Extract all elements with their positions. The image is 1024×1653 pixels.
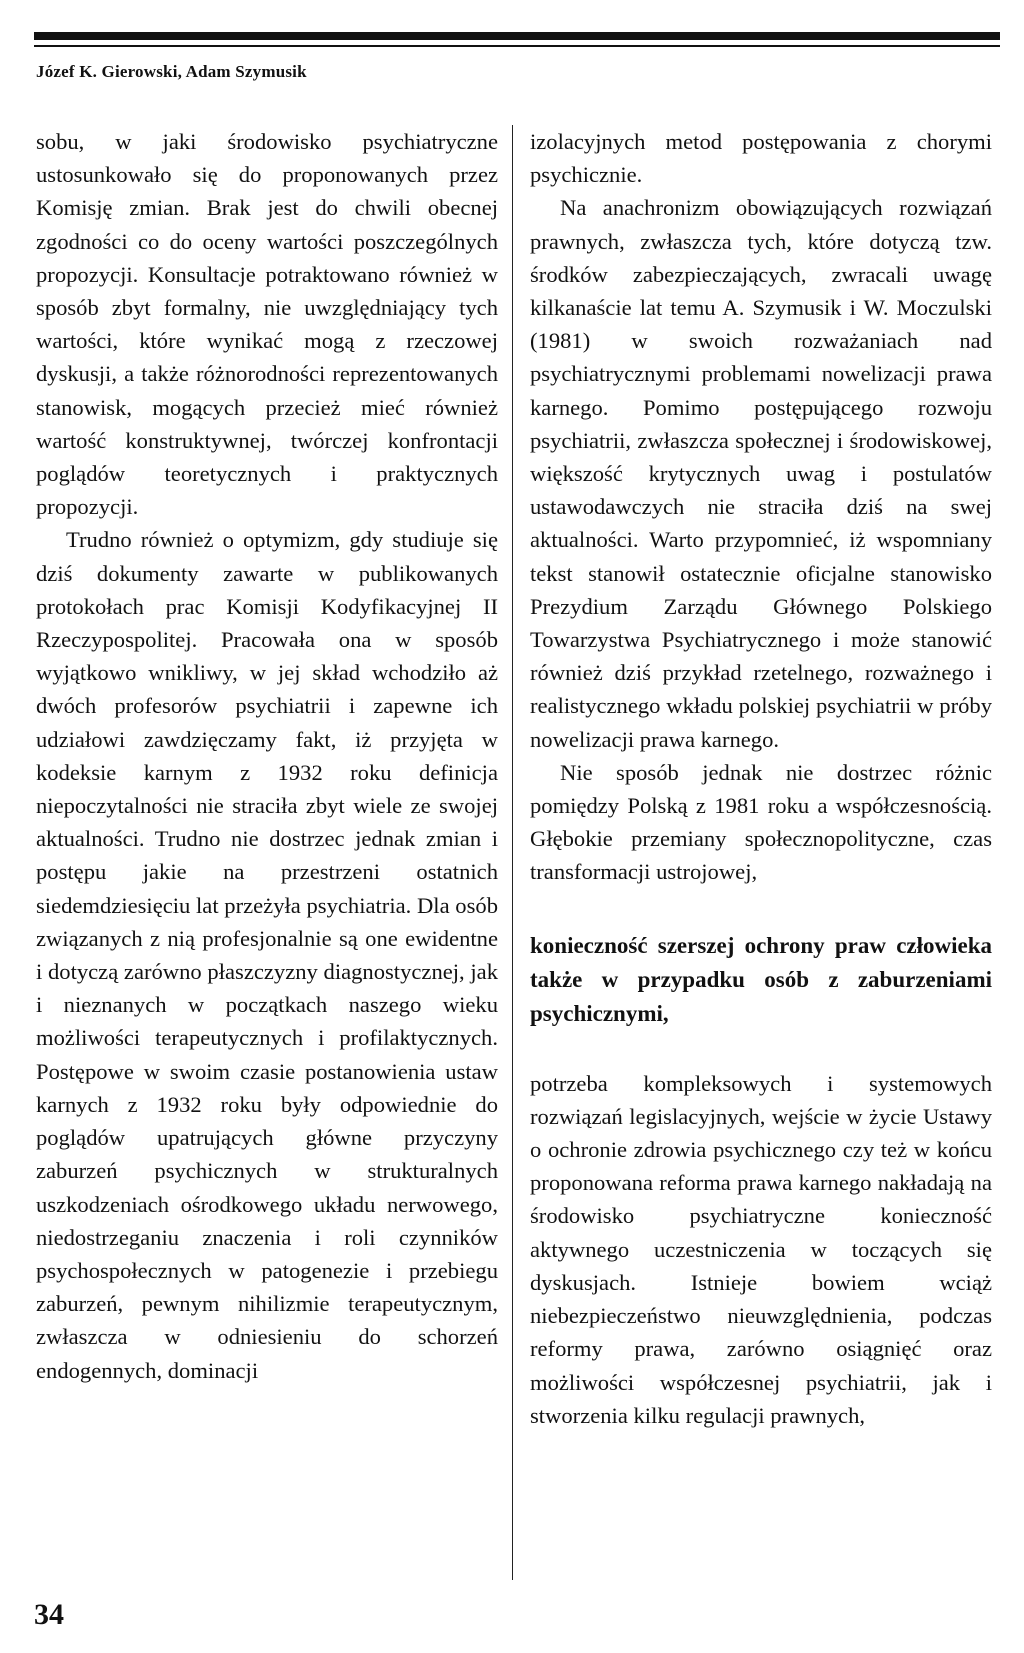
page-number: 34 bbox=[34, 1598, 64, 1631]
left-paragraph-1: sobu, w jaki środowisko psychiatryczne ustosunkowało się do proponowanych przez Komisję zmian. Brak jest do chwili obecnej zgodności co do oceny wartości poszczególnych propozycji. Konsultacje potraktowano również w sposób zbyt formalny, nie uwzględniający tych wartości, które wynikać mogą z rzeczowej dyskusji, a także różnorodności reprezentowanych stanowisk, mogących przecież mieć również wartość konstruktywnej, twórczej konfrontacji poglądów teoretycznych i praktycznych propozycji. bbox=[36, 129, 498, 520]
highlighted-statement: konieczność szerszej ochrony praw człowieka także w przypadku osób z zaburzeniami psychicznymi, bbox=[530, 932, 992, 1026]
left-paragraph-2: Trudno również o optymizm, gdy studiuje się dziś dokumenty zawarte w publikowanych protokołach prac Komisji Kodyfikacyjnej II Rzeczypospolitej. Pracowała ona w sposób wyjątkowo wnikliwy, w jej skład wchodziło aż dwóch profesorów psychiatrii i zapewne ich udziałowi zawdzięczamy fakt, iż przyjęta w kodeksie karnym z 1932 roku definicja niepoczytalności nie straciła zbyt wiele ze swojej aktualności. Trudno nie dostrzec jednak zmian i postępu jakie na przestrzeni ostatnich siedemdziesięciu lat przeżyła psychiatria. Dla osób związanych z nią profesjonalnie są one ewidentne i dotyczą zarówno płaszczyzny diagnostycznej, jak i nieznanych w początkach naszego wieku możliwości terapeutycznych i profilaktycznych. Postępowe w swoim czasie postanowienia ustaw karnych z 1932 roku były odpowiednie do poglądów upatrujących główne przyczyny zaburzeń psychicznych w strukturalnych uszkodzeniach ośrodkowego układu nerwowego, niedostrzeganiu znaczenia i roli czynników psychospołecznych w patogenezie i przebiegu zaburzeń, pewnym nihilizmie terapeutycznym, zwłaszcza w odniesieniu do schorzeń endogennych, dominacji bbox=[36, 527, 498, 1383]
right-paragraph-1: izolacyjnych metod postępowania z chorymi psychicznie. bbox=[530, 129, 992, 188]
running-header-authors: Józef K. Gierowski, Adam Szymusik bbox=[36, 62, 307, 81]
column-divider bbox=[512, 125, 513, 1580]
header-rule-thick bbox=[34, 32, 1000, 40]
right-column bbox=[530, 125, 992, 1432]
header-rule-thin bbox=[34, 45, 1000, 47]
right-paragraph-3: Nie sposób jednak nie dostrzec różnic pomiędzy Polską z 1981 roku a współczesnością. Głębokie przemiany społecznopolityczne, czas transformacji ustrojowej, bbox=[530, 759, 992, 885]
right-paragraph-2: Na anachronizm obowiązujących rozwiązań prawnych, zwłaszcza tych, które dotyczą tzw. środków zabezpieczających, zwracali uwagę kilkanaście lat temu A. Szymusik i W. Moczulski (1981) w swoich rozważaniach nad psychiatrycznymi problemami nowelizacji prawa karnego. Pomimo postępującego rozwoju psychiatrii, zwłaszcza społecznej i środowiskowej, większość krytycznych uwag i postulatów ustawodawczych nie straciła dziś na swej aktualności. Warto przypomnieć, iż wspomniany tekst stanowił ostatecznie oficjalne stanowisko Prezydium Zarządu Głównego Polskiego Towarzystwa Psychiatrycznego i może stanowić również dziś przykład rzetelnego, rozważnego i realistycznego wkładu polskiej psychiatrii w próby nowelizacji prawa karnego. bbox=[530, 195, 992, 752]
left-column bbox=[36, 125, 498, 1387]
right-paragraph-closing: potrzeba kompleksowych i systemowych rozwiązań legislacyjnych, wejście w życie Ustawy o ochronie zdrowia psychicznego czy też w końcu proponowana reforma prawa karnego nakładają na środowisko psychiatryczne konieczność aktywnego uczestniczenia w toczących się dyskusjach. Istnieje bowiem wciąż niebezpieczeństwo nieuwzględnienia, podczas reformy prawa, zarówno osiągnięć oraz możliwości współczesnej psychiatrii, jak i stworzenia kilku regulacji prawnych, bbox=[530, 1070, 992, 1428]
